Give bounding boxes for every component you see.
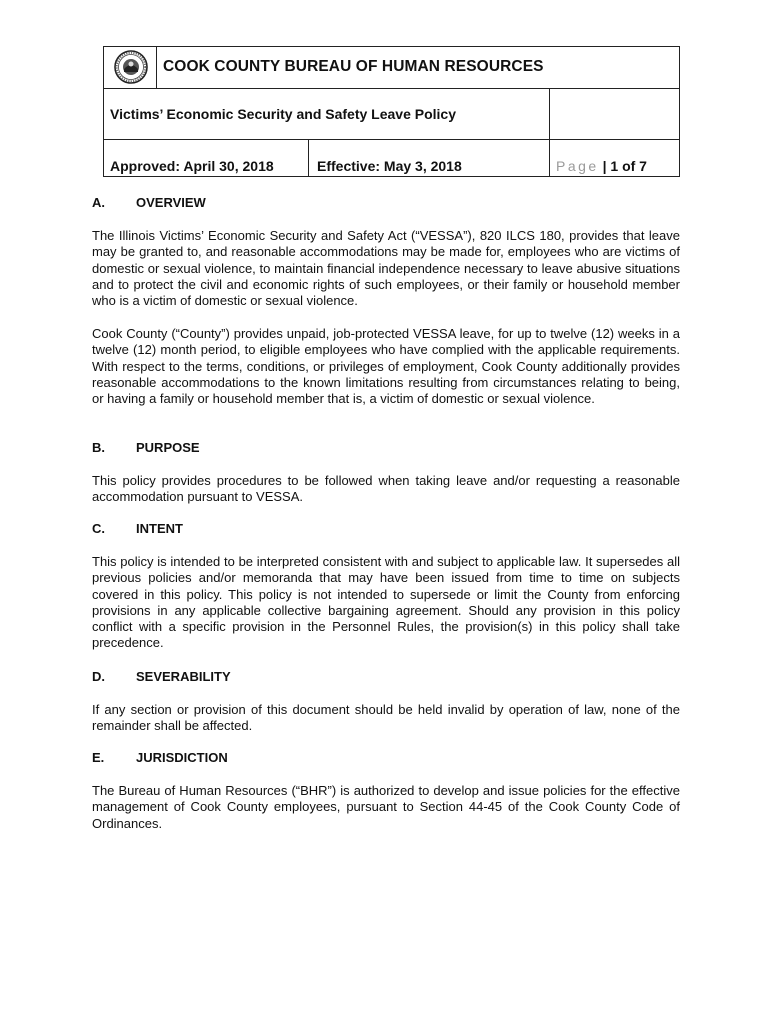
section-letter: D. [92,669,105,684]
section-b-paragraph-1: This policy provides procedures to be followed when taking leave and/or requesting a reasonable accommodation pursuant to VESSA. [92,473,680,505]
page-indicator [556,158,647,174]
header-border-bottom [103,176,680,177]
header-row-divider-2 [103,139,680,140]
section-letter: E. [92,750,105,765]
header-mid-col-divider [308,139,309,177]
section-title: SEVERABILITY [136,669,231,684]
section-b-heading [92,440,200,455]
section-letter: B. [92,440,105,455]
header-border-right [679,46,680,177]
section-title: INTENT [136,521,183,536]
header-seal-divider [156,46,157,89]
header-right-col-divider [549,88,550,177]
header-border-top [103,46,680,47]
section-c-heading [92,521,183,536]
page-word: Page [556,158,599,174]
page-number: | 1 of 7 [602,158,647,174]
section-d-heading [92,669,231,684]
section-e-paragraph-1: The Bureau of Human Resources (“BHR”) is authorized to develop and issue policies for the effective management of Cook County employees, pursuant to Section 44-45 of the Cook County Code of Ordinances. [92,783,680,831]
section-d-paragraph-1: If any section or provision of this document should be held invalid by operation of law, none of the remainder shall be affected. [92,702,680,734]
header-row-divider-1 [103,88,680,89]
section-title: OVERVIEW [136,195,206,210]
section-a-heading [92,195,206,210]
section-letter: A. [92,195,105,210]
section-title: JURISDICTION [136,750,228,765]
section-letter: C. [92,521,105,536]
section-c-paragraph-1: This policy is intended to be interpreted consistent with and subject to applicable law. It supersedes all previous policies and/or memoranda that may have been issued from time to time on subjects covered in this policy. This policy is not intended to supersede or limit the County from enforcing provisions in any applicable collective bargaining agreement. Should any provision in this policy conflict with a specific provision in the Personnel Rules, the provision(s) in this policy shall take precedence. [92,554,680,651]
cook-county-seal-icon [109,49,153,85]
section-a-paragraph-2: Cook County (“County”) provides unpaid, job-protected VESSA leave, for up to twelve (12) weeks in a twelve (12) month period, to eligible employees who have complied with the applicable requirements. With respect to the terms, conditions, or privileges of employment, Cook County additionally provides reasonable accommodations to the known limitations resulting from circumstances relating to being, or having a family or household member that is, a victim of domestic or sexual violence. [92,326,680,407]
approved-date: Approved: April 30, 2018 [110,158,274,174]
section-a-paragraph-1: The Illinois Victims’ Economic Security and Safety Act (“VESSA”), 820 ILCS 180, provides that leave may be granted to, and reasonable accommodations may be made for, employees who are victims of domestic or sexual violence, to maintain financial independence necessary to leave abusive situations and to protect the civil and economic rights of such employees, or their family or household member who is a victim of domestic or sexual violence. [92,228,680,309]
section-title: PURPOSE [136,440,200,455]
header-border-left [103,46,104,177]
policy-title: Victims’ Economic Security and Safety Leave Policy [110,106,457,122]
section-e-heading [92,750,228,765]
org-title: COOK COUNTY BUREAU OF HUMAN RESOURCES [163,58,544,75]
effective-date: Effective: May 3, 2018 [317,158,462,174]
